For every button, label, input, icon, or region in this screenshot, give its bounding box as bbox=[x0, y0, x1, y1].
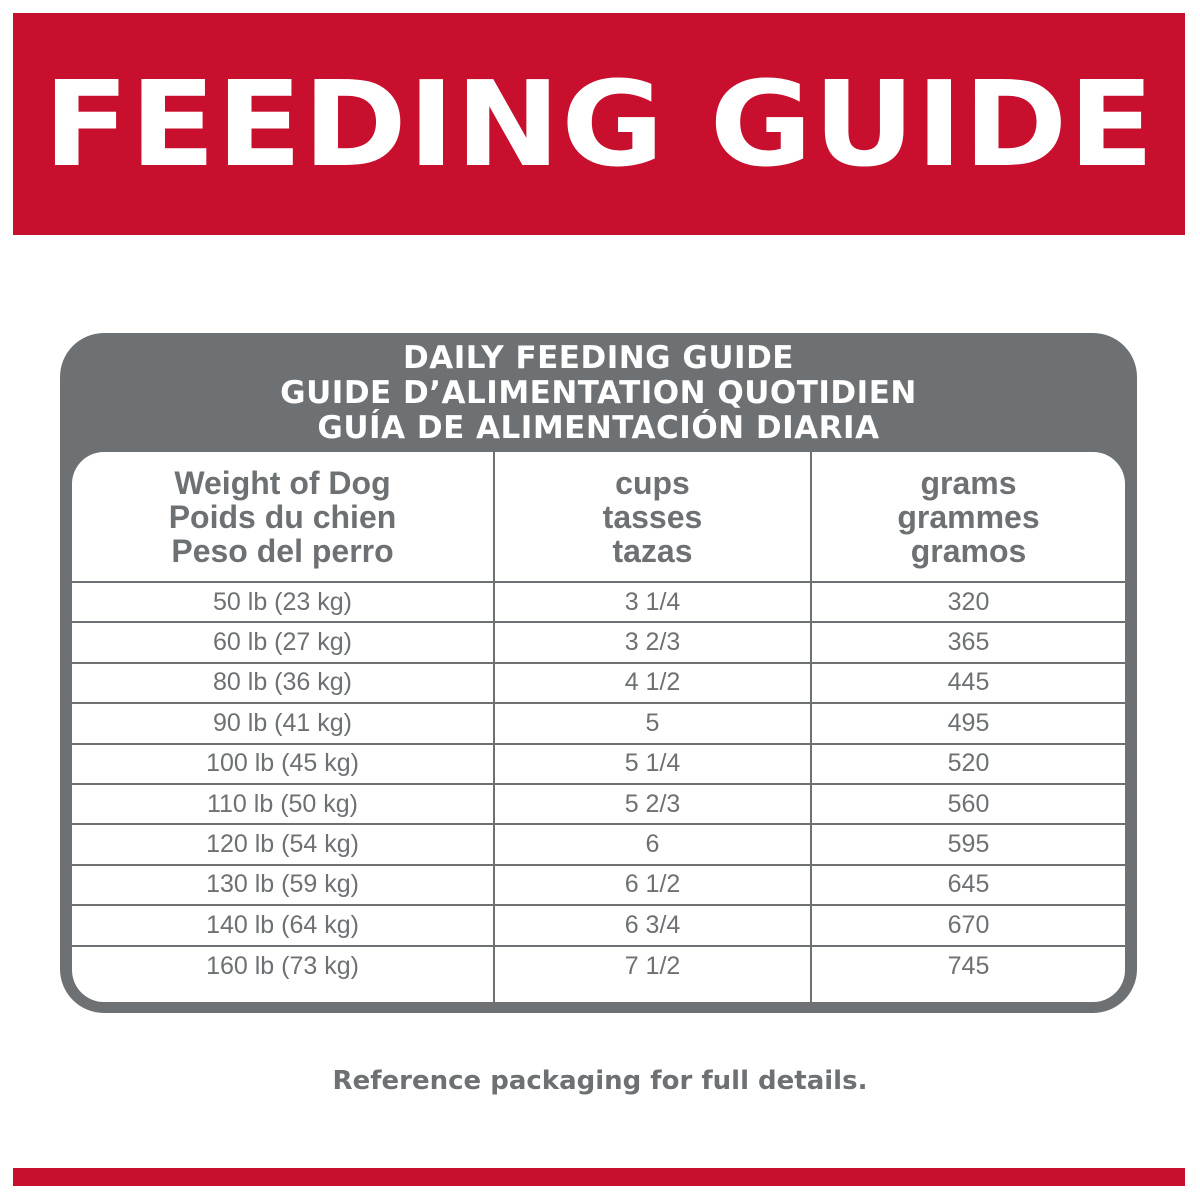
table-row bbox=[72, 866, 1125, 906]
grams-cell: 670 bbox=[947, 910, 990, 939]
grams-cell: 365 bbox=[947, 628, 990, 657]
column-header-line: grams bbox=[920, 464, 1017, 501]
weight-cell: 90 lb (41 kg) bbox=[213, 708, 352, 737]
column-header-line: Weight of Dog bbox=[174, 464, 391, 501]
cups-cell: 5 2/3 bbox=[624, 789, 681, 818]
cups-cell: 6 1/2 bbox=[624, 870, 681, 899]
cups-cell: 5 1/4 bbox=[624, 749, 681, 778]
column-header-cups bbox=[495, 452, 810, 581]
weight-cell: 130 lb (59 kg) bbox=[206, 870, 359, 899]
column-header-line: Peso del perro bbox=[171, 532, 394, 569]
grams-cell: 560 bbox=[947, 789, 990, 818]
column-header-line: cups bbox=[615, 464, 690, 501]
daily-feeding-guide-panel bbox=[60, 333, 1137, 1013]
column-header-weight bbox=[72, 452, 493, 581]
table-row bbox=[72, 583, 1125, 623]
feeding-table bbox=[72, 452, 1125, 1002]
grams-cell: 495 bbox=[947, 708, 990, 737]
table-row bbox=[72, 906, 1125, 946]
reference-note: Reference packaging for full details. bbox=[332, 1066, 868, 1096]
grams-cell: 445 bbox=[947, 668, 990, 697]
page-title: FEEDING GUIDE bbox=[43, 55, 1155, 193]
column-header-line: Poids du chien bbox=[168, 498, 397, 535]
weight-cell: 50 lb (23 kg) bbox=[213, 587, 352, 616]
table-row bbox=[72, 664, 1125, 704]
grams-cell: 595 bbox=[947, 830, 990, 859]
grams-cell: 745 bbox=[947, 952, 990, 981]
weight-cell: 80 lb (36 kg) bbox=[213, 668, 352, 697]
cups-cell: 4 1/2 bbox=[624, 668, 681, 697]
weight-cell: 60 lb (27 kg) bbox=[213, 628, 352, 657]
table-row bbox=[72, 745, 1125, 785]
column-header-line: grammes bbox=[897, 498, 1040, 535]
column-header-grams bbox=[812, 452, 1125, 581]
title-banner bbox=[13, 13, 1185, 235]
column-header-line: tasses bbox=[602, 498, 703, 535]
weight-cell: 120 lb (54 kg) bbox=[206, 830, 359, 859]
cups-cell: 6 3/4 bbox=[624, 910, 681, 939]
weight-cell: 100 lb (45 kg) bbox=[206, 749, 359, 778]
table-row bbox=[72, 825, 1125, 865]
bottom-accent-bar bbox=[13, 1168, 1185, 1186]
guide-heading-spanish: GUÍA DE ALIMENTACIÓN DIARIA bbox=[317, 410, 880, 446]
table-row bbox=[72, 704, 1125, 744]
weight-cell: 110 lb (50 kg) bbox=[206, 789, 358, 818]
cups-cell: 7 1/2 bbox=[624, 952, 681, 981]
column-header-line: tazas bbox=[612, 532, 693, 569]
table-body bbox=[72, 583, 1125, 987]
guide-heading bbox=[60, 341, 1137, 446]
cups-cell: 3 1/4 bbox=[624, 587, 681, 616]
guide-heading-french: GUIDE D’ALIMENTATION QUOTIDIEN bbox=[280, 375, 917, 411]
table-row bbox=[72, 947, 1125, 987]
cups-cell: 5 bbox=[645, 708, 660, 737]
weight-cell: 140 lb (64 kg) bbox=[206, 910, 359, 939]
cups-cell: 6 bbox=[645, 830, 660, 859]
table-row bbox=[72, 785, 1125, 825]
column-header-line: gramos bbox=[910, 532, 1027, 569]
grams-cell: 320 bbox=[947, 587, 990, 616]
table-row bbox=[72, 623, 1125, 663]
grams-cell: 520 bbox=[947, 749, 990, 778]
weight-cell: 160 lb (73 kg) bbox=[206, 952, 359, 981]
guide-heading-english: DAILY FEEDING GUIDE bbox=[403, 340, 794, 376]
cups-cell: 3 2/3 bbox=[624, 628, 681, 657]
grams-cell: 645 bbox=[947, 870, 990, 899]
